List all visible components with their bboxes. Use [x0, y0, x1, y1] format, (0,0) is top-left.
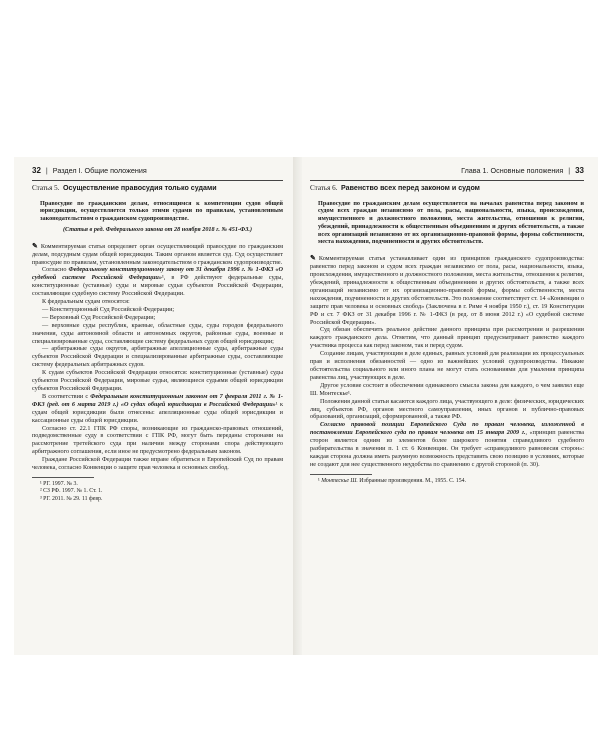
article-title: Осуществление правосудия только судами: [63, 184, 217, 192]
list-item: — Конституционный Суд Российской Федерации;: [42, 305, 175, 313]
list-item: — верховные суды республик, краевые, областные суды, суды городов федерального значения, суды автономной области и автономных округов, районные суды, военные и специализированные суды, составляющие систему федеральных судов общей юрисдикции;: [32, 321, 283, 345]
right-running-head: [310, 164, 584, 178]
commentary-paragraph: Согласно ст. 22.1 ГПК РФ споры, возникающие из гражданско-правовых отношений, подведомственные суду в соответствии с ГПК РФ, могут быть переданы сторонами на рассмотрение третейского суда при наличии между сторонами спора действующего арбитражного соглашения, если иное не предусмотрено федеральным законом.: [32, 424, 283, 456]
right-header-rule: [310, 180, 584, 181]
left-section-title: Раздел I. Общие положения: [52, 166, 147, 175]
pencil-icon: ✎: [32, 242, 38, 250]
book-spread: [14, 157, 598, 655]
article-edition-note: (Статья в ред. Федерального закона от 28 ноября 2018 г. № 451-ФЗ.): [62, 225, 253, 233]
book-gutter: [293, 157, 302, 655]
commentary-paragraph: ✎ Комментируемая статья определяет орган осуществляющий правосудие по гражданским делам, подсудным судам общей юрисдикции. Таким органом является суд. Суд осуществляет правосудие по правилам, установленным законодательством о гражданском судопроизводстве.: [32, 242, 283, 266]
article-6-heading: [310, 184, 584, 194]
left-header-rule: [32, 180, 283, 181]
left-content: [32, 184, 283, 503]
article-title: Равенство всех перед законом и судом: [341, 184, 480, 192]
header-separator: |: [45, 166, 48, 175]
list-item: — Верховный Суд Российской Федерации;: [42, 313, 156, 321]
commentary-paragraph: ✎ Комментируемая статья устанавливает один из принципов гражданского судопроизводства: равенство перед законом и судом всех граждан независимо от пола, расы, национальности, языка, происхождения, имущественного и должностного положения, места жительства, отношения к религии, убеждений, принадлежности к общественным объединениям и других обстоятельств, а также всех организаций независимо от их организационно-правовой формы, формы собственности, места нахождения, подчиненности и других обстоятельств. Это положение соответствует ст. 14 «Конвенции о защите прав человека и основных свобод» (Заключена в г. Риме 4 ноября 1950 г.), ст. 19 Конституции РФ и ст. 7 ФКЗ от 31 декабря 1996 г. № 1-ФКЗ (в ред. от 8 июня 2012 г.) «О судебной системе Российской Федерации».: [310, 255, 584, 326]
list-item: — арбитражные суды округов, арбитражные апелляционные суды, арбитражные суды субъектов Российской Федерации и специализированные арбитражные суды, составляющие систему федеральных арбитражных судов.: [32, 345, 283, 369]
article-lead-text: Правосудие по гражданским делам осуществляется на началах равенства перед законом и судом всех граждан независимо от пола, расы, национальности, языка, происхождения, имущественного и должностного положения, места жительства, отношения к религии, убеждений, принадлежности к общественным объединениям и других обстоятельств, а также всех организаций независимо от их организационно-правовой формы, формы собственности, места нахождения, подчиненности и других обстоятельств.: [318, 199, 584, 246]
article-lead-text: Правосудие по гражданским делам, относящимся к компетенции судов общей юрисдикции, осуществляется только этими судами по правилам, установленным законодательством о гражданском судопроизводстве.: [40, 199, 283, 223]
footnote: ³ РГ. 2011. № 29. 11 февр.: [40, 495, 103, 502]
header-separator: |: [568, 166, 571, 175]
article-label: Статья 6.: [310, 184, 338, 192]
commentary-paragraph: Создание лицам, участвующим в деле единых, равных условий для реализации их процессуальных прав и исполнения обязанностей — одно из важнейших условий судопроизводства. Никакие обстоятельства социального или иного плана не могут стать основаниями для умаления принципа равенства лиц, участвующих в деле.: [310, 350, 584, 381]
right-page: [302, 157, 598, 655]
left-running-head: [32, 164, 283, 178]
footnote-rule: [32, 477, 94, 478]
commentary-paragraph: К федеральным судам относятся:: [42, 298, 130, 306]
article-label: Статья 5.: [32, 184, 60, 192]
footnote: ¹ РГ. 1997. № 3.: [40, 480, 78, 487]
commentary-paragraph: Согласно правовой позиции Европейского Суда по правам человека, изложенной в постановлении Европейского суда по правам человека от 15 января 2009 г., «принцип равенства сторон является одним из элементов более широкого понятия справедливого судебного разбирательства в значении п. 1 ст. 6 Конвенции. Он требует «справедливого равновесия сторон»: каждая сторона должна иметь разумную возможность представить свою позицию в условиях, которые не создают для нее существенного неудобства по сравнению с другой стороной (п. 30).: [310, 421, 584, 468]
commentary-paragraph: К судам субъектов Российской Федерации относятся: конституционные (уставные) суды субъектов Российской Федерации, мировые судьи, являющиеся судьями общей юрисдикции субъектов Российской Федерации.: [32, 369, 283, 392]
commentary-paragraph: Граждане Российской Федерации также вправе обратиться в Европейский Суд по правам человека, согласно Конвенции о защите прав человека и основных свобод.: [32, 456, 283, 472]
footnote: ² СЗ РФ. 1997. № 1. Ст. 1.: [40, 488, 103, 495]
commentary-paragraph: Согласно Федеральному конституционному закону от 31 декабря 1996 г. № 1-ФКЗ «О судебной системе Российской Федерации»¹, в РФ действуют федеральные суды, конституционные (уставные) суды и мировые судьи субъектов Российской Федерации, составляющие судебную систему Российской Федерации.: [32, 266, 284, 298]
pencil-icon: ✎: [310, 255, 316, 263]
right-page-number: 33: [575, 166, 584, 175]
commentary-paragraph: Другое условие состоит в обеспечении одинакового смысла закона для каждого, о чем заявлял еще Ш. Монтескье¹.: [310, 381, 584, 397]
commentary-paragraph: Суд обязан обеспечить реальное действие данного принципа при рассмотрении и разрешении каждого гражданского дела. Отметим, что данный принцип предусматривает равенство каждого участника процесса как перед законом, так и перед судом.: [310, 326, 584, 350]
footnote: ¹ Монтескье Ш. Избранные произведения. М., 1955. С. 154.: [318, 477, 466, 484]
left-page-number: 32: [32, 166, 41, 175]
left-page: [14, 157, 293, 655]
right-chapter-title: Глава 1. Основные положения: [461, 166, 564, 175]
article-5-heading: [32, 184, 283, 194]
commentary-paragraph: В соответствии с Федеральным конституционным законом от 7 февраля 2011 г. № 1-ФКЗ (ред. от 6 марта 2019 г.) «О судах общей юрисдикции в Российской Федерации»¹ к судам общей юрисдикции были отнесены: апелляционные суды общей юрисдикции и кассационные суды общей юрисдикции.: [32, 392, 283, 424]
commentary-paragraph: Положения данной статьи касаются каждого лица, участвующего в деле: физических, юридических лиц, субъектов РФ, органов местного самоуправления, иных органов и публично-правовых образований, организаций, сформированной, а также РФ.: [310, 397, 584, 421]
footnote-rule: [310, 474, 372, 475]
right-content: [310, 184, 584, 485]
